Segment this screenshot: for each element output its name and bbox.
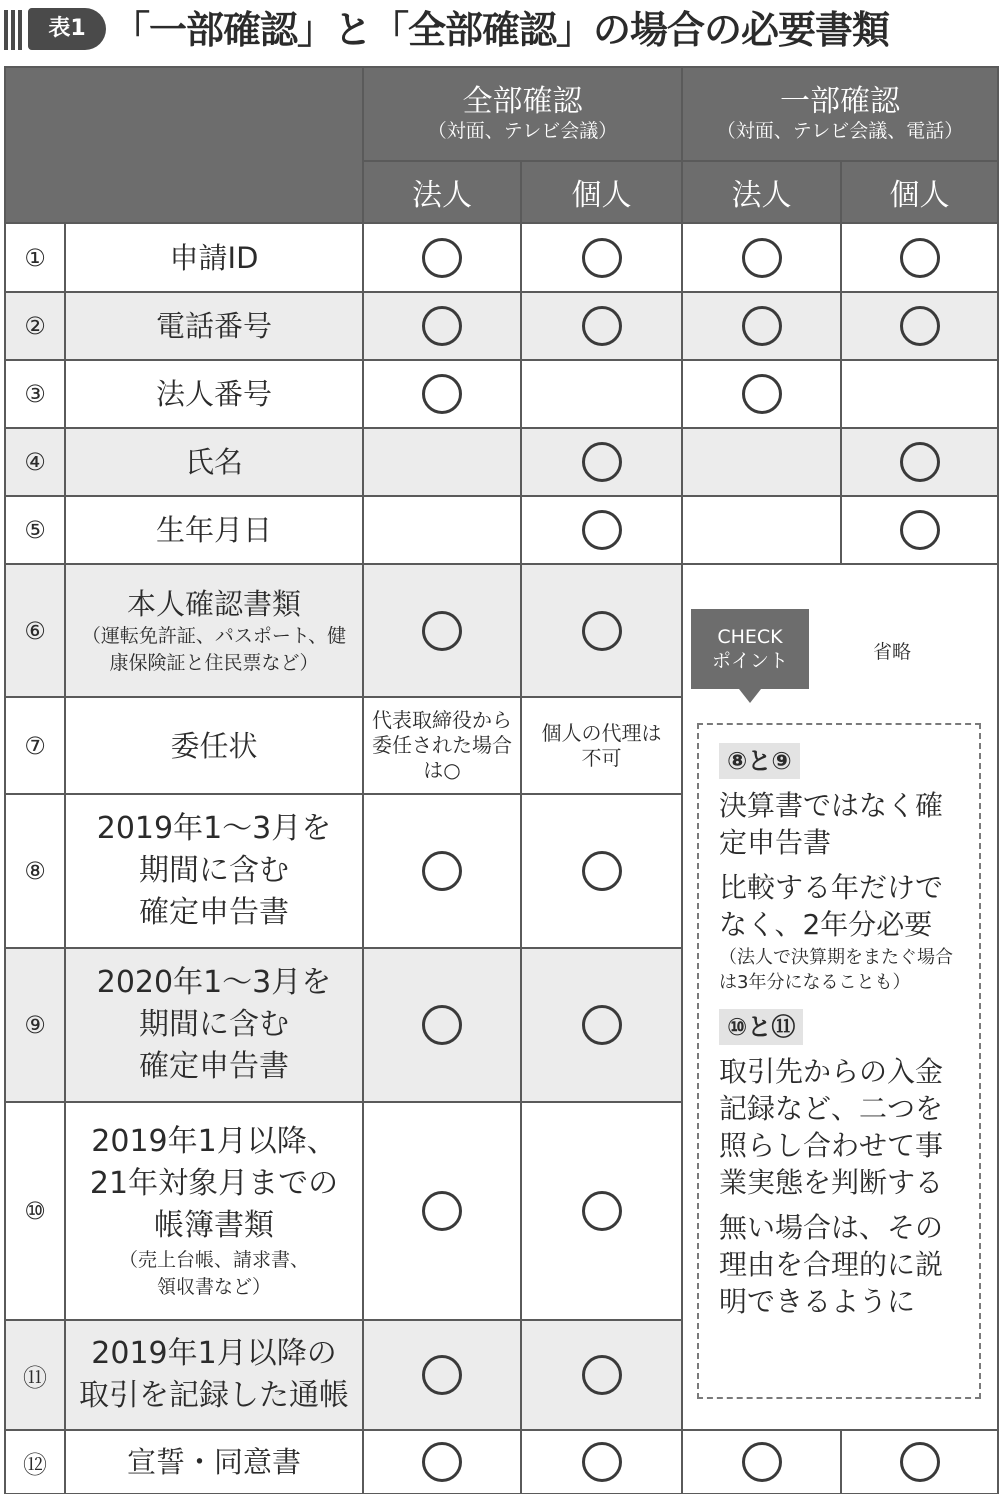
header-full-individual: 個人	[521, 161, 682, 223]
required-circle-icon	[422, 1005, 462, 1045]
row-item: 電話番号	[65, 292, 363, 360]
row-item-line: 21年対象月までの	[89, 1166, 339, 1201]
required-circle-icon	[582, 306, 622, 346]
mark-cell	[841, 360, 998, 428]
mark-cell	[521, 1102, 682, 1320]
header-row-top	[5, 67, 998, 161]
required-circle-icon	[742, 238, 782, 278]
required-circle-icon	[900, 510, 940, 550]
required-circle-icon	[582, 1442, 622, 1482]
full-check-sub: （対面、テレビ会議）	[427, 120, 618, 142]
required-circle-icon	[422, 306, 462, 346]
title-bar	[0, 0, 1000, 62]
required-circle-icon	[742, 306, 782, 346]
required-circle-icon	[582, 611, 622, 651]
header-partial-check	[682, 67, 998, 161]
title-deco-bars	[4, 10, 26, 50]
table-row	[5, 496, 998, 564]
full-check-label: 全部確認	[462, 84, 583, 119]
row-item-line: 帳簿書類	[154, 1208, 274, 1243]
required-circle-icon	[422, 1355, 462, 1395]
required-circle-icon	[582, 510, 622, 550]
required-circle-icon	[422, 374, 462, 414]
header-full-corporate: 法人	[363, 161, 521, 223]
table-row	[5, 292, 998, 360]
check-label-line1: CHECK	[717, 626, 783, 648]
row-item: 委任状	[65, 697, 363, 794]
mark-cell	[521, 496, 682, 564]
row-item: 宣誓・同意書	[65, 1430, 363, 1494]
check-point-box	[697, 723, 981, 1399]
row-item-note: （運転免許証、パスポート、健康保険証と住民票など）	[81, 624, 347, 674]
mark-cell	[521, 292, 682, 360]
mark-cell	[841, 292, 998, 360]
row-item-label: 本人確認書類	[126, 586, 301, 621]
corporate-proxy-note: 代表取締役から委任された場合は○	[363, 697, 521, 794]
mark-cell	[521, 794, 682, 948]
point-note: （法人で決算期をまたぐ場合は3年分になることも）	[719, 947, 953, 993]
mark-cell	[521, 564, 682, 697]
mark-cell	[521, 223, 682, 292]
row-number: ⑥	[5, 564, 65, 697]
omitted-note: 省略	[873, 641, 912, 663]
point-text: 取引先からの入金記録など、二つを照らし合わせて事業実態を判断する	[719, 1055, 944, 1199]
row-item-line: 2019年1～3月を	[96, 811, 332, 846]
point-text: 決算書ではなく確定申告書	[719, 789, 944, 859]
row-number: ①	[5, 223, 65, 292]
required-circle-icon	[422, 851, 462, 891]
mark-cell	[841, 496, 998, 564]
header-full-check	[363, 67, 682, 161]
point-pair-10-11: ⑩と⑪	[719, 1009, 803, 1045]
row-item-note: 領収書など）	[156, 1276, 271, 1298]
row-number: ⑫	[5, 1430, 65, 1494]
row-number: ⑤	[5, 496, 65, 564]
table-row	[5, 360, 998, 428]
mark-cell	[841, 223, 998, 292]
partial-check-sub: （対面、テレビ会議、電話）	[716, 120, 964, 142]
mark-cell	[841, 428, 998, 496]
mark-cell	[682, 292, 841, 360]
row-item-line: 期間に含む	[139, 853, 289, 888]
point-text: 無い場合は、その理由を合理的に説明できるように	[719, 1211, 944, 1318]
mark-cell	[521, 428, 682, 496]
row-item	[65, 1320, 363, 1430]
mark-cell	[841, 1430, 998, 1494]
mark-cell	[363, 360, 521, 428]
table-row	[5, 1430, 998, 1494]
check-arrow-icon	[739, 689, 761, 703]
row-item-line: 2020年1～3月を	[96, 965, 332, 1000]
required-circle-icon	[422, 1442, 462, 1482]
mark-cell	[682, 496, 841, 564]
row-number: ⑨	[5, 948, 65, 1102]
page-title: 「一部確認」と「全部確認」の場合の必要書類	[112, 8, 890, 52]
required-circle-icon	[422, 1191, 462, 1231]
mark-cell	[521, 1430, 682, 1494]
row-number: ⑦	[5, 697, 65, 794]
mark-cell	[682, 428, 841, 496]
row-item-line: 2019年1月以降、	[91, 1124, 337, 1159]
row-item: 生年月日	[65, 496, 363, 564]
mark-cell	[521, 948, 682, 1102]
check-point-panel	[682, 564, 998, 1430]
required-documents-table	[4, 66, 999, 1494]
required-circle-icon	[422, 238, 462, 278]
mark-cell	[363, 794, 521, 948]
required-circle-icon	[582, 238, 622, 278]
required-circle-icon	[900, 1442, 940, 1482]
mark-cell	[363, 292, 521, 360]
row-item-line: 2019年1月以降の	[91, 1336, 337, 1371]
point-pair-8-9: ⑧と⑨	[719, 743, 800, 779]
table-row	[5, 428, 998, 496]
row-item-note: （売上台帳、請求書、	[118, 1249, 309, 1271]
row-item	[65, 948, 363, 1102]
required-circle-icon	[582, 1191, 622, 1231]
row-item	[65, 564, 363, 697]
row-number: ⑧	[5, 794, 65, 948]
individual-proxy-note: 個人の代理は不可	[521, 697, 682, 794]
mark-cell	[682, 1430, 841, 1494]
row-number: ⑩	[5, 1102, 65, 1320]
header-partial-individual: 個人	[841, 161, 998, 223]
row-item-line: 期間に含む	[139, 1007, 289, 1042]
required-circle-icon	[900, 306, 940, 346]
required-circle-icon	[582, 1005, 622, 1045]
table-row	[5, 564, 998, 697]
row-item-line: 確定申告書	[139, 1049, 289, 1084]
mark-cell	[682, 360, 841, 428]
row-item-line: 確定申告書	[139, 895, 289, 930]
mark-cell	[363, 496, 521, 564]
table-badge: 表1	[28, 8, 106, 50]
required-circle-icon	[422, 611, 462, 651]
check-label-line2: ポイント	[711, 650, 788, 672]
check-point-label	[691, 609, 809, 689]
mark-cell	[363, 948, 521, 1102]
header-partial-corporate: 法人	[682, 161, 841, 223]
row-number: ④	[5, 428, 65, 496]
mark-cell	[363, 1430, 521, 1494]
required-circle-icon	[582, 442, 622, 482]
row-item: 氏名	[65, 428, 363, 496]
mark-cell	[363, 1102, 521, 1320]
mark-cell	[521, 360, 682, 428]
row-item: 法人番号	[65, 360, 363, 428]
point-text: 比較する年だけでなく、2年分必要	[719, 871, 944, 941]
required-circle-icon	[742, 1442, 782, 1482]
mark-cell	[363, 564, 521, 697]
mark-cell	[521, 1320, 682, 1430]
required-circle-icon	[900, 238, 940, 278]
header-corner	[5, 67, 363, 223]
row-number: ②	[5, 292, 65, 360]
row-number: ⑪	[5, 1320, 65, 1430]
required-circle-icon	[742, 374, 782, 414]
table-row	[5, 223, 998, 292]
mark-cell	[363, 428, 521, 496]
required-circle-icon	[900, 442, 940, 482]
mark-cell	[363, 223, 521, 292]
row-number: ③	[5, 360, 65, 428]
mark-cell	[682, 223, 841, 292]
partial-check-label: 一部確認	[780, 84, 900, 119]
row-item: 申請ID	[65, 223, 363, 292]
row-item	[65, 794, 363, 948]
row-item-line: 取引を記録した通帳	[79, 1378, 349, 1413]
row-item	[65, 1102, 363, 1320]
required-circle-icon	[582, 1355, 622, 1395]
required-circle-icon	[582, 851, 622, 891]
mark-cell	[363, 1320, 521, 1430]
